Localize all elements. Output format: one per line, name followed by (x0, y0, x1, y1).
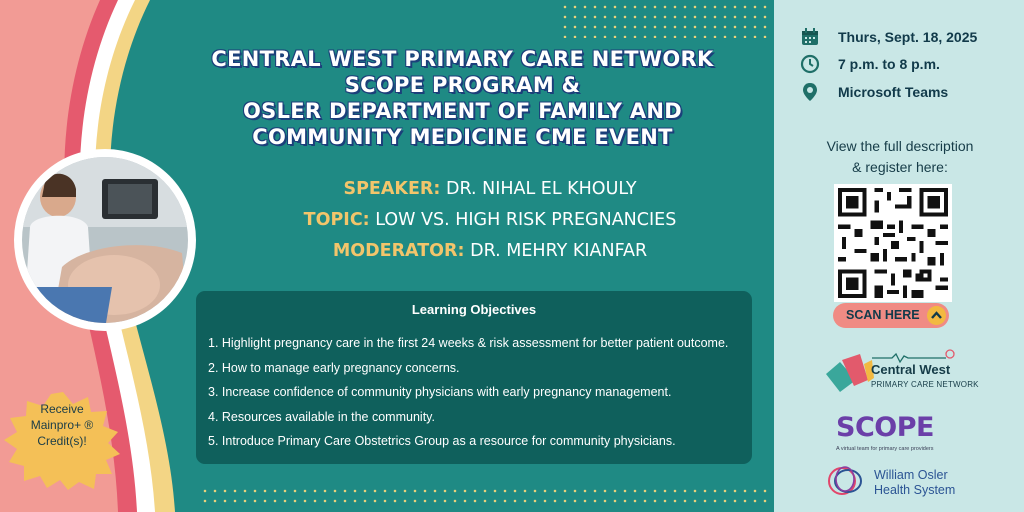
event-date: Thurs, Sept. 18, 2025 (838, 29, 978, 45)
mainpro-badge-text (2, 401, 122, 449)
title-line-4: COMMUNITY MEDICINE CME EVENT (252, 125, 673, 149)
clock-icon (800, 54, 820, 74)
learning-objectives-panel (196, 291, 752, 464)
location-pin-icon (800, 82, 820, 102)
badge-line-3: Credit(s)! (37, 434, 87, 448)
topic-value: LOW VS. HIGH RISK PREGNANCIES (375, 210, 677, 230)
topic-label: TOPIC: (303, 210, 370, 230)
learning-objectives-title: Learning Objectives (411, 302, 537, 317)
william-osler-line-1: William Osler (874, 468, 948, 482)
central-west-subtitle: PRIMARY CARE NETWORK (871, 380, 979, 389)
dot-pattern-top (560, 2, 770, 38)
objective-item: 5. Introduce Primary Care Obstetrics Group as a resource for community physicians. (208, 434, 676, 448)
objective-item: 3. Increase confidence of community physicians with early pregnancy management. (208, 385, 672, 399)
scope-logo-text: SCOPE (836, 412, 934, 443)
chevron-up-icon (927, 306, 946, 325)
learning-objectives-list (208, 331, 728, 454)
register-line-1: View the full description (826, 138, 974, 154)
pregnancy-ultrasound-photo (22, 157, 188, 323)
badge-line-2: Mainpro+ ® (30, 418, 94, 432)
moderator-label: MODERATOR: (332, 241, 465, 261)
topic-line (230, 205, 750, 236)
event-date-row (800, 27, 978, 47)
william-osler-name (874, 468, 955, 497)
objective-item: 4. Resources available in the community. (208, 409, 435, 424)
event-time-row (800, 54, 940, 74)
objective-item: 2. How to manage early pregnancy concerns. (208, 360, 460, 375)
scan-here-button[interactable] (833, 303, 949, 328)
scope-tagline: A virtual team for primary care providers (836, 446, 934, 452)
william-osler-line-2: Health System (874, 482, 956, 497)
event-time: 7 p.m. to 8 p.m. (838, 56, 940, 72)
calendar-icon (800, 27, 820, 47)
william-osler-logo-mark (826, 464, 866, 498)
title-line-1: CENTRAL WEST PRIMARY CARE NETWORK (211, 47, 714, 71)
registration-qr-code[interactable] (834, 184, 952, 302)
event-location: Microsoft Teams (838, 84, 949, 100)
register-instructions (790, 136, 1010, 178)
moderator-value: DR. MEHRY KIANFAR (470, 241, 648, 261)
speaker-line (230, 174, 750, 205)
badge-line-1: Receive (40, 402, 84, 416)
speaker-label: SPEAKER: (343, 179, 441, 199)
dot-pattern-bottom (200, 486, 770, 508)
scan-here-label: SCAN HERE (846, 308, 920, 322)
register-line-2: & register here: (852, 159, 948, 175)
event-title (200, 46, 725, 150)
title-line-3: OSLER DEPARTMENT OF FAMILY AND (243, 99, 682, 123)
speaker-block (230, 174, 750, 267)
moderator-line (230, 236, 750, 267)
title-line-2: SCOPE PROGRAM & (344, 73, 581, 97)
speaker-value: DR. NIHAL EL KHOULY (445, 179, 637, 199)
objective-item: 1. Highlight pregnancy care in the first 24 weeks & risk assessment for better patient outcome. (208, 336, 729, 350)
event-location-row (800, 82, 949, 102)
central-west-name: Central West (871, 362, 951, 377)
